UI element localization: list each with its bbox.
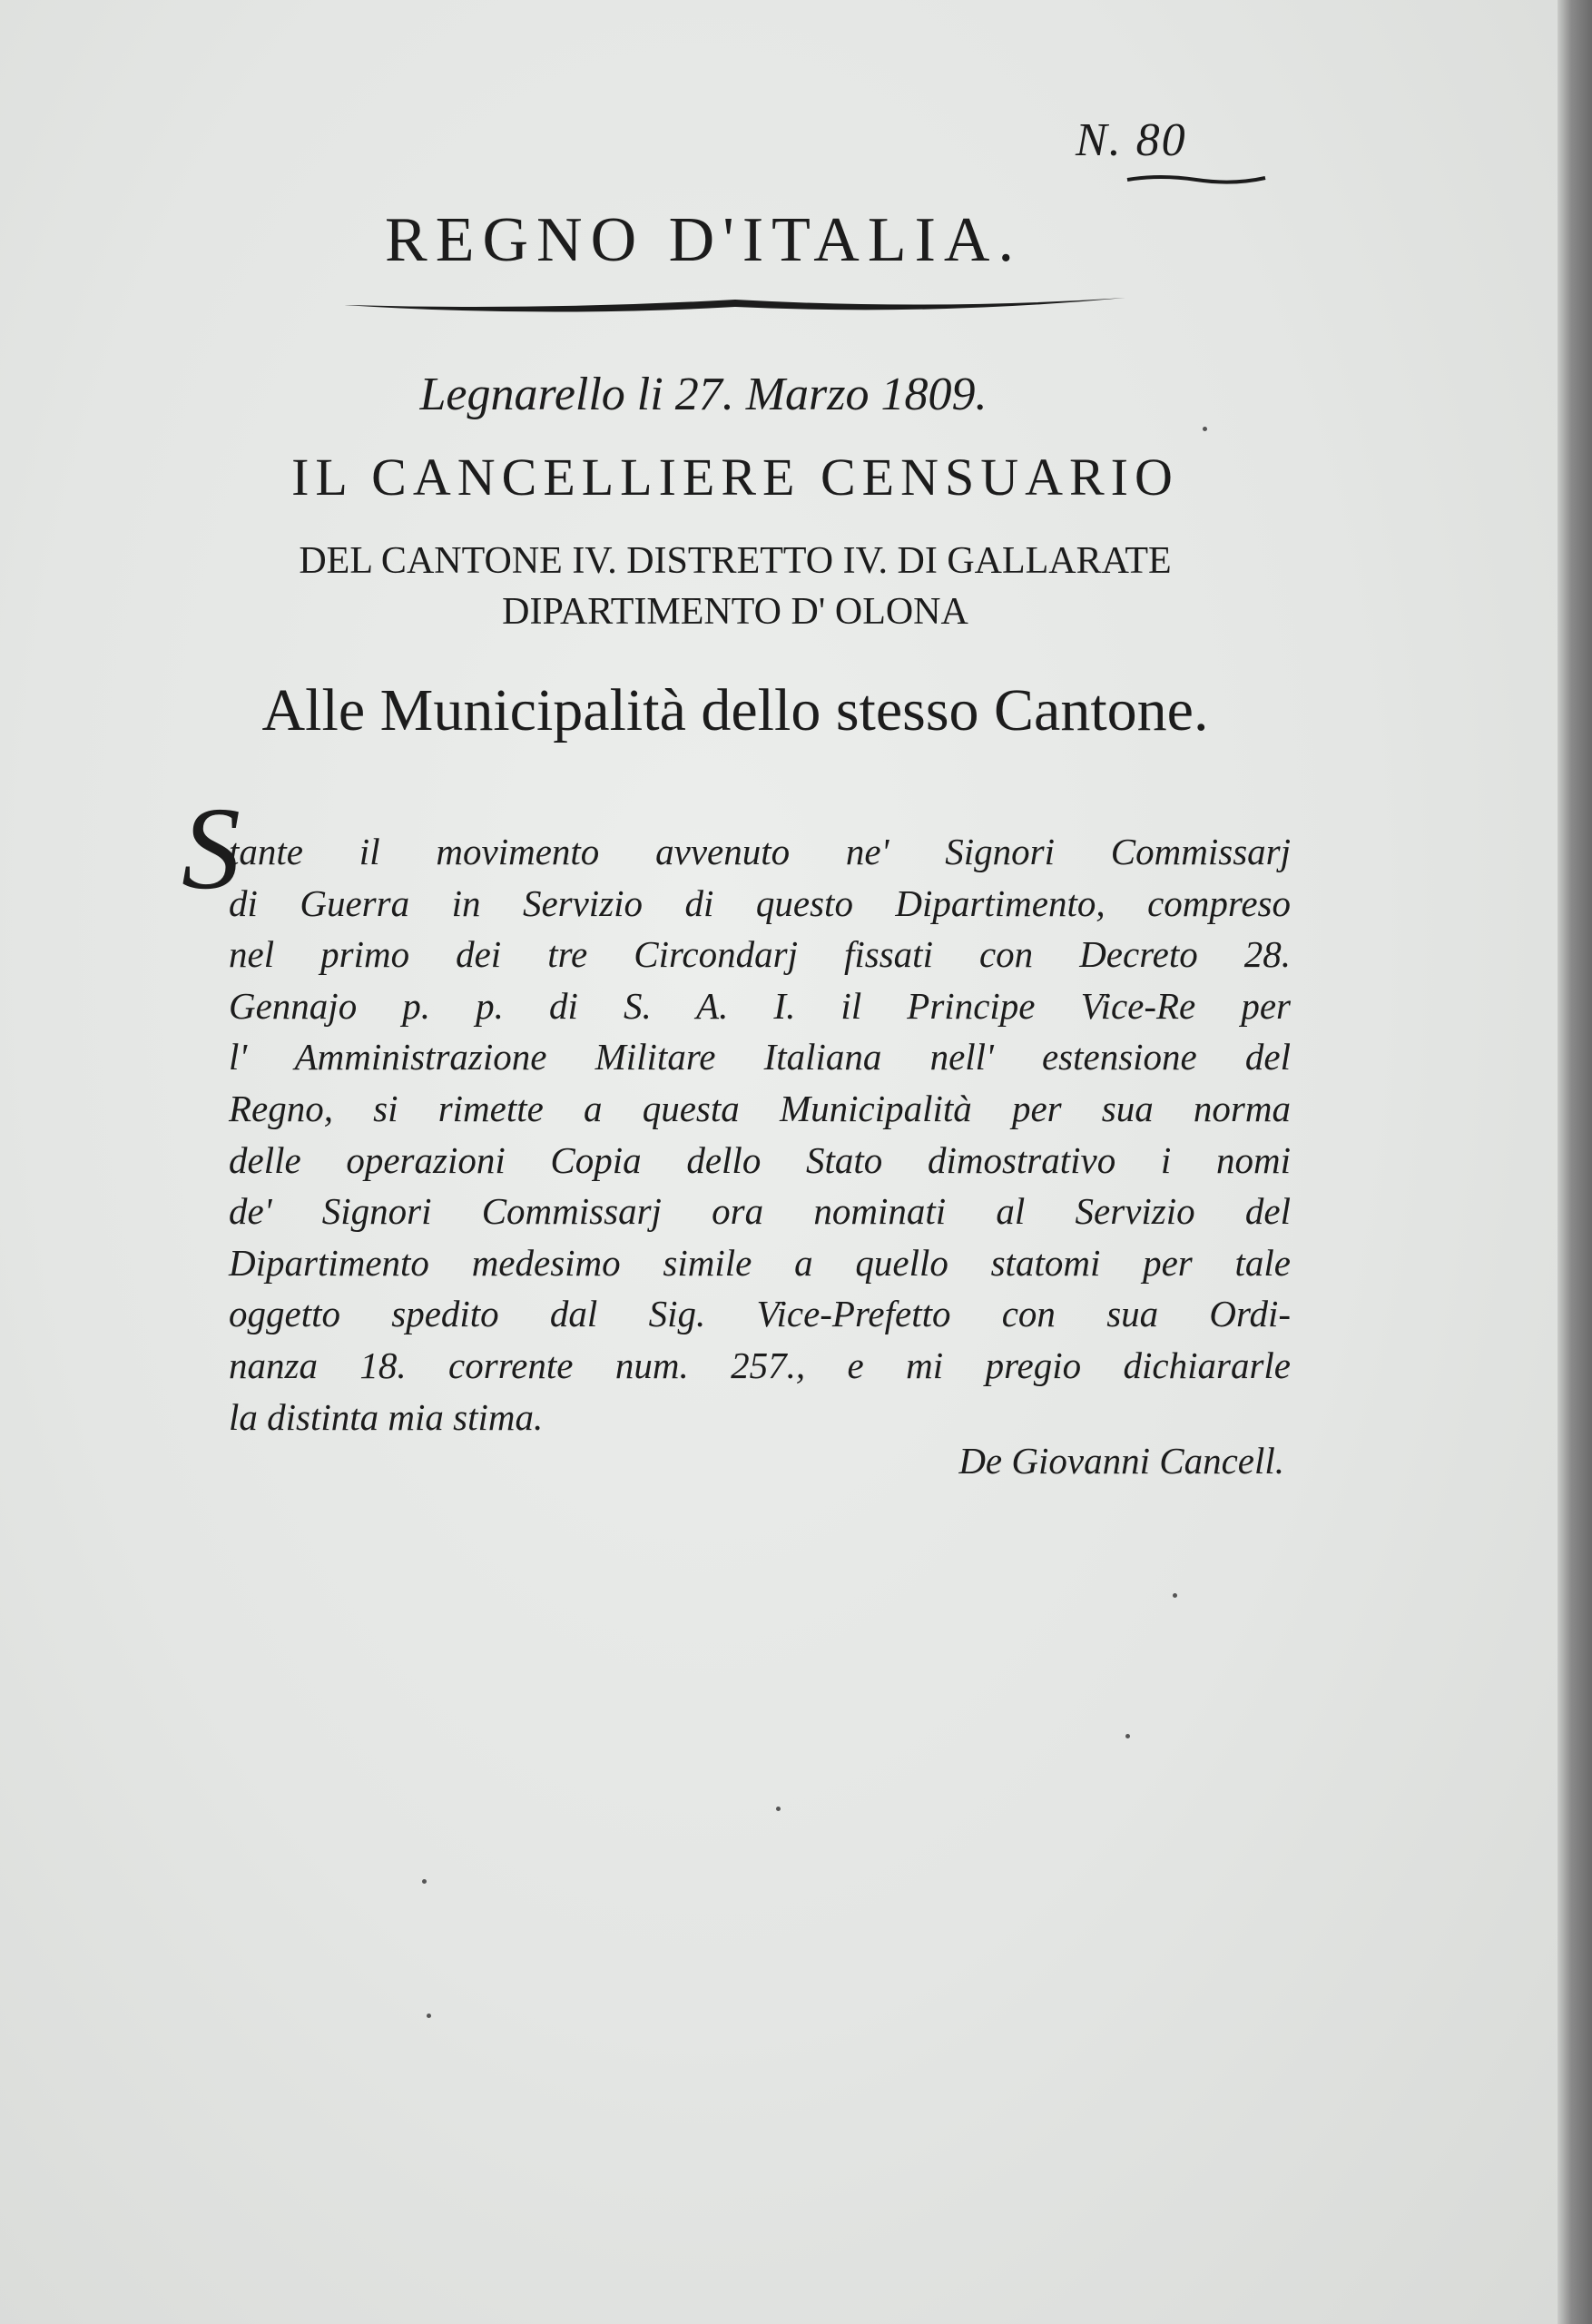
body-line: Dipartimento medesimo simile a quello statomi per tale xyxy=(229,1241,1291,1284)
number-underline xyxy=(1124,171,1269,189)
office-heading: IL CANCELLIERE CENSUARIO xyxy=(291,448,1179,507)
body-line: Regno, si rimette a questa Municipalità per sua norma xyxy=(229,1087,1291,1129)
addressee: Alle Municipalità dello stesso Cantone. xyxy=(261,677,1209,743)
body-line: nanza 18. corrente num. 257., e mi pregio dichiararle xyxy=(229,1344,1291,1386)
body-line: de' Signori Commissarj ora nominati al Servizio del xyxy=(229,1190,1291,1233)
place-and-date: Legnarello li 27. Marzo 1809. xyxy=(419,369,988,420)
paper-speck xyxy=(1173,1593,1177,1598)
paper-speck xyxy=(1203,427,1207,431)
body-line: delle operazioni Copia dello Stato dimostrativo i nomi xyxy=(229,1138,1291,1181)
paper-speck xyxy=(427,2014,431,2018)
paper-speck xyxy=(776,1807,781,1811)
document-number: N. 80 xyxy=(1076,114,1187,166)
paper-speck xyxy=(422,1879,427,1884)
body-line: di Guerra in Servizio di questo Dipartimento, compreso xyxy=(229,881,1291,924)
district-heading xyxy=(0,536,1470,637)
page-edge-shadow xyxy=(1558,0,1592,2324)
body-line: l' Amministrazione Militare Italiana nell' estensione del xyxy=(229,1036,1291,1078)
district-line-2: DIPARTIMENTO D' OLONA xyxy=(502,591,968,633)
paper-speck xyxy=(1125,1734,1130,1738)
document-title: REGNO D'ITALIA. xyxy=(385,205,1022,275)
body-line: nel primo dei tre Circondarj fissati con Decreto 28. xyxy=(229,933,1291,976)
body-line: tante il movimento avvenuto ne' Signori Commissarj xyxy=(229,831,1291,872)
title-ornamental-rule xyxy=(345,292,1125,320)
signature: De Giovanni Cancell. xyxy=(958,1440,1284,1482)
body-line: oggetto spedito dal Sig. Vice-Prefetto con sua Ordi- xyxy=(229,1293,1291,1335)
body-line: Gennajo p. p. di S. A. I. il Principe Vice-Re per xyxy=(229,984,1291,1027)
body-drop-cap: S xyxy=(182,783,241,914)
body-line: la distinta mia stima. xyxy=(229,1395,544,1438)
body-text xyxy=(229,826,1291,1443)
district-line-1: DEL CANTONE IV. DISTRETTO IV. DI GALLARATE xyxy=(299,540,1172,582)
